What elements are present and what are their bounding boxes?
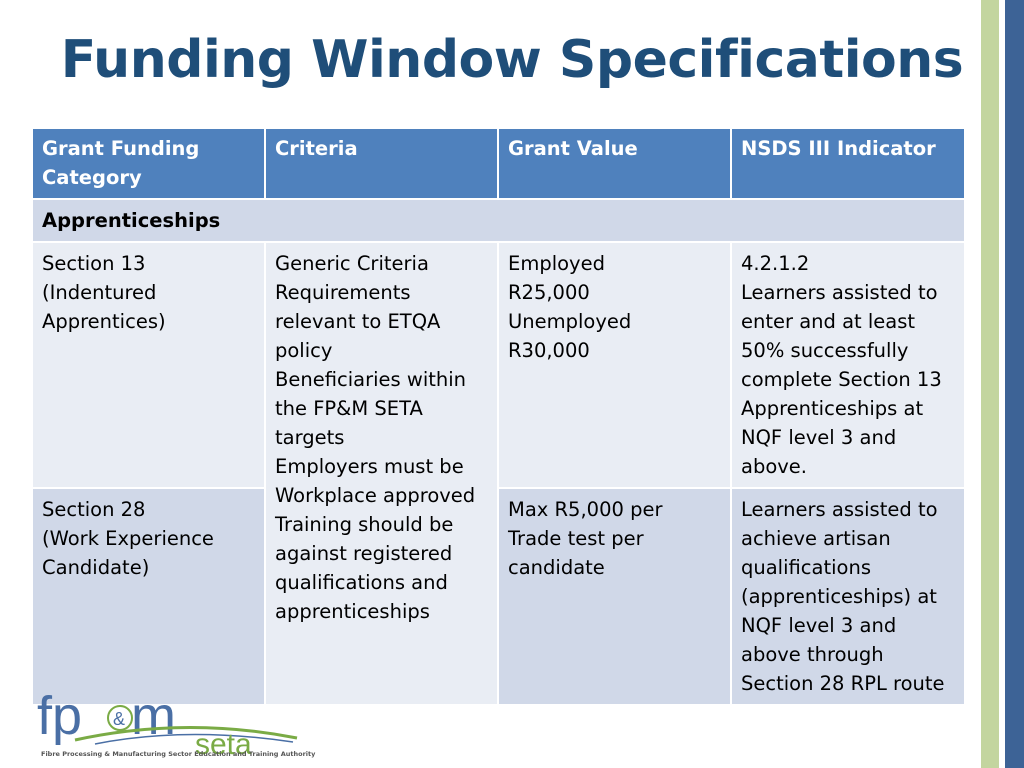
section-label-apprenticeships: Apprenticeships [32, 199, 965, 242]
cell-line: Requirements [275, 281, 411, 304]
cell-line: targets [275, 426, 345, 449]
cell-line: qualifications [741, 556, 871, 579]
header-grant-funding-category: Grant Funding Category [32, 128, 265, 199]
cell-line: above through [741, 643, 884, 666]
cell-line: Learners assisted to [741, 281, 938, 304]
indicator-cell [731, 242, 965, 488]
decorative-stripe-blue [1005, 0, 1024, 768]
cell-line: Max R5,000 per [508, 498, 663, 521]
cell-line: (Work Experience [42, 527, 214, 550]
table-header-row [32, 128, 965, 199]
logo-m: m [131, 688, 176, 746]
cell-line: R25,000 [508, 281, 590, 304]
cell-line: Section 28 [42, 498, 146, 521]
cell-line: the FP&M SETA [275, 397, 423, 420]
logo-swoosh-thin [95, 734, 293, 744]
section-row [32, 199, 965, 242]
header-criteria: Criteria [265, 128, 498, 199]
cell-line: (Indentured [42, 281, 157, 304]
cell-line: achieve artisan [741, 527, 891, 550]
cell-line: against registered [275, 542, 453, 565]
cell-line: (apprenticeships) at [741, 585, 937, 608]
cell-line: Section 28 RPL route [741, 672, 945, 695]
cell-line: enter and at least [741, 310, 916, 333]
cell-line: Training should be [275, 513, 454, 536]
cell-line: 50% successfully [741, 339, 909, 362]
cell-line: Section 13 [42, 252, 146, 275]
logo-seta: seta [195, 728, 252, 761]
cell-line: qualifications and [275, 571, 448, 594]
cell-line: apprenticeships [275, 600, 430, 623]
indicator-cell [731, 488, 965, 705]
cell-line: NQF level 3 and [741, 614, 897, 637]
cell-line: Learners assisted to [741, 498, 938, 521]
category-cell [32, 488, 265, 705]
cell-line: complete Section 13 [741, 368, 942, 391]
funding-specs-table [31, 127, 966, 706]
header-grant-value: Grant Value [498, 128, 731, 199]
table-row [32, 242, 965, 488]
cell-line: 4.2.1.2 [741, 252, 810, 275]
logo-tagline: Fibre Processing & Manufacturing Sector Education and Training Authority [41, 750, 316, 758]
cell-line: policy [275, 339, 333, 362]
cell-line: NQF level 3 and [741, 426, 897, 449]
grant-value-cell [498, 488, 731, 705]
cell-line: Employed [508, 252, 605, 275]
cell-line: R30,000 [508, 339, 590, 362]
cell-line: Generic Criteria [275, 252, 429, 275]
decorative-stripe-green [981, 0, 999, 768]
cell-line: Candidate) [42, 556, 150, 579]
category-cell [32, 242, 265, 488]
logo-fp: fp [37, 688, 83, 746]
cell-line: Unemployed [508, 310, 632, 333]
cell-line: Beneficiaries within [275, 368, 467, 391]
cell-line: relevant to ETQA [275, 310, 441, 333]
table-row [32, 488, 965, 705]
cell-line: Trade test per [508, 527, 644, 550]
header-nsds-indicator: NSDS III Indicator [731, 128, 965, 199]
cell-line: Employers must be [275, 455, 464, 478]
cell-line: candidate [508, 556, 605, 579]
slide-title: Funding Window Specifications [60, 30, 964, 90]
cell-line: Apprentices) [42, 310, 166, 333]
cell-line: above. [741, 455, 807, 478]
grant-value-cell [498, 242, 731, 488]
cell-line: Apprenticeships at [741, 397, 924, 420]
criteria-cell [265, 242, 498, 705]
cell-line: Workplace approved [275, 484, 476, 507]
logo-ampersand: & [113, 709, 126, 729]
